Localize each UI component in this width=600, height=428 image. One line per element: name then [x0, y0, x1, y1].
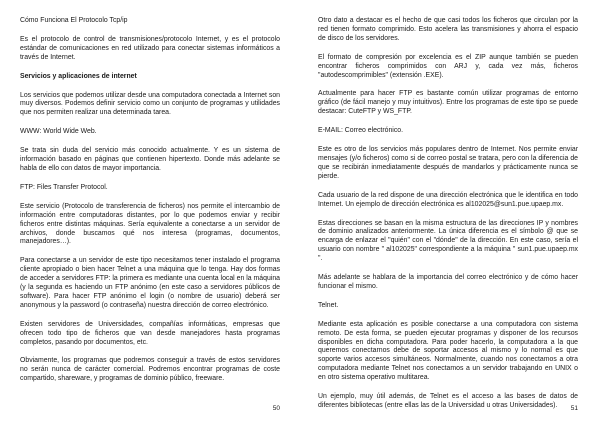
paragraph: Mediante esta aplicación es posible conectarse a una computadora con sistema remoto. De esta forma, se pueden ejecutar programas y disponer de los recursos disponibles en dicha computadora. Para poder hacerlo, la computadora a la que queremos conectarnos debe de soportar accesos al mismo y lo normal es que soporte varios accesos simultáneos. Normalmente, cuando nos conectamos a otra computadora mediante Telnet nos conectamos a un servidor trabajando en UNIX o en otro sistema operativo multitarea.	[318, 320, 578, 382]
page-number: 50	[272, 405, 280, 412]
subheading: Telnet.	[318, 301, 339, 309]
subheading: FTP: Files Transfer Protocol.	[20, 183, 108, 191]
paragraph: Estas direcciones se basan en la misma estructura de las direcciones IP y nombres de dominio analizados anteriormente. La única diferencia es el símbolo @ que se encarga de enlazar el "quién" con el "dónde" de la dirección. En este caso, sería el usuario con nombre " al102025" correspondiente a la máquina " sun1.pue.upaep.mx ".	[318, 219, 578, 263]
paragraph: Más adelante se hablara de la importancia del correo electrónico y de cómo hacer funcionar el mismo.	[318, 274, 578, 290]
right-page-text	[318, 17, 578, 411]
paragraph: Este servicio (Protocolo de transferencia de ficheros) nos permite el intercambio de información entre computadoras distantes, por lo que podemos enviar y recibir ficheros entre distintas máquinas. Sería equivalente a conectarse a un servidor de archivos, donde buscamos qué nos interesa (programas, documentos, manejadores…).	[20, 202, 280, 246]
right-page	[300, 0, 600, 428]
paragraph: El formato de compresión por excelencia es el ZIP aunque también se pueden encontrar ficheros comprimidos con ARJ y, cada vez más, ficheros "autodescomprimibles" (extensión .EXE).	[318, 53, 578, 79]
paragraph: Actualmente para hacer FTP es bastante común utilizar programas de entorno gráfico (de fácil manejo y muy intuitivos). Entre los programas de este tipo se puede destacar: CuteFTP y WS_FTP.	[318, 90, 578, 116]
paragraph: Obviamente, los programas que podremos conseguir a través de estos servidores no serán nunca de carácter comercial. Podremos encontrar programas de coste compartido, shareware, y programas de dominio público, freeware.	[20, 357, 280, 383]
paragraph: Un ejemplo, muy útil además, de Telnet es el acceso a las bases de datos de diferentes bibliotecas (entre ellas las de la Universidad u otras Universidades).	[318, 393, 578, 409]
paragraph: Es el protocolo de control de transmisiones/protocolo Internet, y es el protocolo estándar de comunicaciones en red utilizado para conectar sistemas informáticos a través de Internet.	[20, 35, 280, 61]
subheading: WWW: World Wide Web.	[20, 128, 97, 136]
paragraph: Cada usuario de la red dispone de una dirección electrónica que le identifica en todo Internet. Un ejemplo de dirección electrónica es al102025@sun1.pue.upaep.mx.	[318, 191, 578, 208]
paragraph: Los servicios que podemos utilizar desde una computadora conectada a Internet son muy diversos. Podemos definir servicio como un conjunto de programas y utilidades que nos permiten realizar una determinada tarea.	[20, 91, 280, 117]
page-number: 51	[570, 405, 578, 412]
paragraph: Este es otro de los servicios más populares dentro de Internet. Nos permite enviar mensajes (y/o ficheros) como si de correo postal se tratara, pero con la diferencia de que se recibirán inmediatamente después de mandarlos y prácticamente nunca se pierde.	[318, 146, 578, 180]
paragraph: Se trata sin duda del servicio más conocido actualmente. Y es un sistema de información basado en páginas que contienen hipertexto. Donde más adelante se habla de ello con datos de mayor importancia.	[20, 147, 280, 172]
section-heading: Servicios y aplicaciones de internet	[20, 72, 137, 80]
paragraph: Existen servidores de Universidades, compañías informáticas, empresas que ofrecen todo tipo de ficheros que van desde manejadores hasta programas completos, pasando por documentos, etc.	[20, 320, 280, 346]
paragraph: Otro dato a destacar es el hecho de que casi todos los ficheros que circulan por la red tienen formato comprimido. Esto acelera las transmisiones y ahorra el espacio de disco de los servidores.	[318, 17, 578, 42]
left-page-text	[20, 17, 280, 384]
paragraph: Para conectarse a un servidor de este tipo necesitamos tener instalado el programa cliente apropiado o bien hacer Telnet a una máquina que lo tenga. Hay dos formas de acceder a servidores FTP: la primera es mediante una cuenta local en la máquina (y la segunda es haciendo un FTP anónimo (en este caso a servidores públicos de software). Para hacer FTP anónimo el login (o nombre de usuario) deberá ser anonymous y la password (o contraseña) nuestra dirección de correo electrónico.	[20, 257, 280, 309]
subheading: E-MAIL: Correo electrónico.	[318, 127, 404, 135]
page-title: Cómo Funciona El Protocolo Tcp/ip	[20, 17, 128, 24]
